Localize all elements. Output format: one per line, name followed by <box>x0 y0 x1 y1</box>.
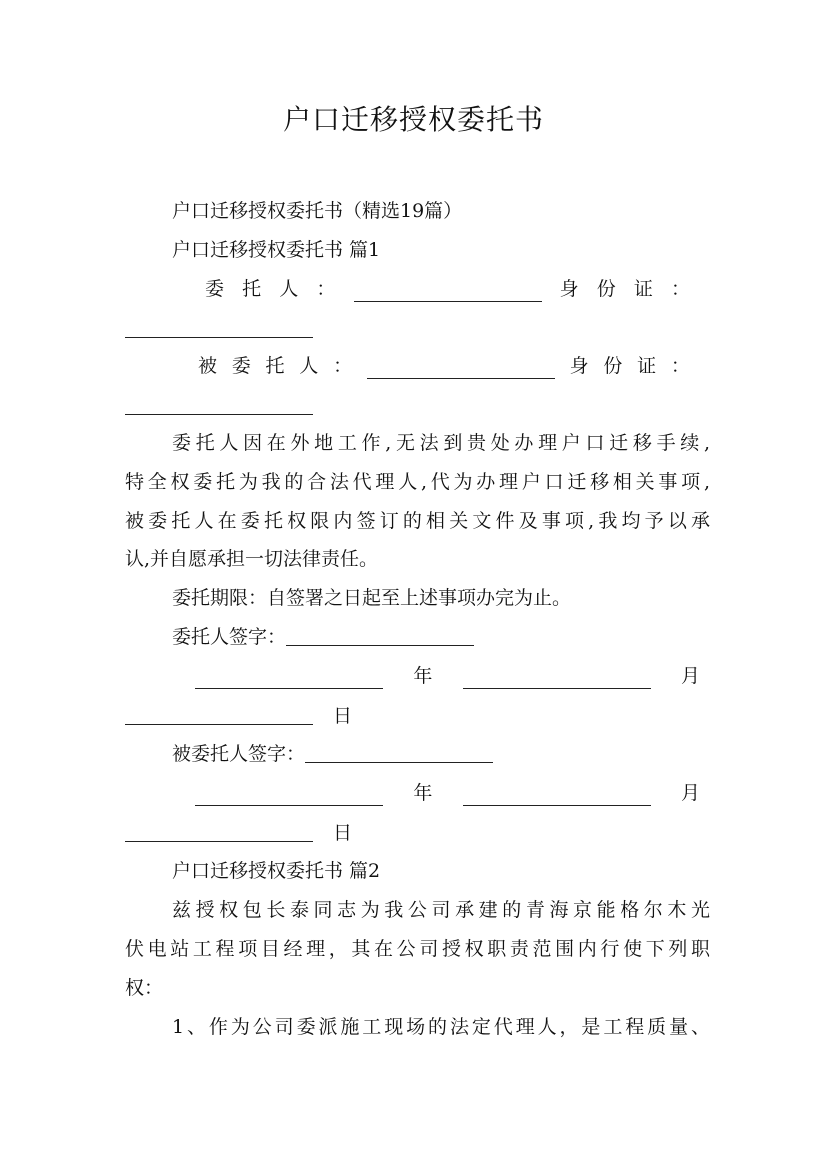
agent-label-char: ： <box>333 355 353 377</box>
principal-id-row <box>125 316 710 342</box>
agent-sign-label: 被委托人签字： <box>172 743 306 765</box>
id-label-char: ： <box>670 355 690 377</box>
agent-sign-row <box>125 741 757 767</box>
principal-row <box>205 276 690 302</box>
month-blank[interactable] <box>463 668 651 689</box>
agent-sign-blank[interactable] <box>305 742 493 763</box>
agent-label-char: 委 <box>231 355 251 377</box>
principal-label-char: 人 <box>279 278 299 300</box>
agent-name-blank[interactable] <box>367 358 555 379</box>
agent-id-row <box>125 393 710 419</box>
document-title: 户口迁移授权委托书 <box>282 103 544 136</box>
id-label-char: 证 <box>633 278 653 300</box>
section1-heading: 户口迁移授权委托书 篇1 <box>172 239 381 261</box>
year-label: 年 <box>413 665 433 687</box>
agent-id-blank[interactable] <box>125 394 313 415</box>
principal-label-char: 托 <box>242 278 262 300</box>
principal-label-char: 委 <box>205 278 225 300</box>
agent-label-char: 托 <box>265 355 285 377</box>
day-label: 日 <box>333 705 353 727</box>
day-blank[interactable] <box>125 821 313 842</box>
month-label: 月 <box>680 782 700 804</box>
principal-day-row <box>125 703 710 729</box>
agent-row <box>198 353 690 379</box>
principal-sign-label: 委托人签字： <box>172 626 287 648</box>
day-label: 日 <box>333 822 353 844</box>
principal-label-char: ： <box>316 278 336 300</box>
month-blank[interactable] <box>463 785 651 806</box>
principal-name-blank[interactable] <box>354 281 542 302</box>
term-line: 委托期限：自签署之日起至上述事项办完为止。 <box>172 587 572 609</box>
id-label-char: 身 <box>559 278 579 300</box>
year-blank[interactable] <box>195 785 383 806</box>
principal-sign-blank[interactable] <box>286 625 474 646</box>
id-label-char: 证 <box>637 355 657 377</box>
agent-label-char: 被 <box>198 355 218 377</box>
agent-day-row <box>125 820 710 846</box>
body-line: 权： <box>125 977 164 999</box>
body-line: 兹授权包长泰同志为我公司承建的青海京能格尔木光 <box>172 899 710 921</box>
principal-sign-row <box>125 624 757 650</box>
body-line: 认,并自愿承担一切法律责任。 <box>125 548 379 570</box>
agent-date-row <box>195 780 700 806</box>
body-line: 伏电站工程项目经理，其在公司授权职责范围内行使下列职 <box>125 938 710 960</box>
body-line: 特全权委托为我的合法代理人,代为办理户口迁移相关事项, <box>125 471 710 493</box>
id-label-char: ： <box>670 278 690 300</box>
principal-date-row <box>195 663 700 689</box>
item-1: 1、作为公司委派施工现场的法定代理人，是工程质量、 <box>172 1016 710 1038</box>
id-label-char: 身 <box>569 355 589 377</box>
year-label: 年 <box>413 782 433 804</box>
year-blank[interactable] <box>195 668 383 689</box>
section2-heading: 户口迁移授权委托书 篇2 <box>172 860 381 882</box>
agent-label-char: 人 <box>299 355 319 377</box>
body-line: 委托人因在外地工作,无法到贵处办理户口迁移手续, <box>172 432 710 454</box>
day-blank[interactable] <box>125 704 313 725</box>
month-label: 月 <box>680 665 700 687</box>
subtitle: 户口迁移授权委托书（精选19篇） <box>172 200 463 222</box>
id-label-char: 份 <box>603 355 623 377</box>
id-label-char: 份 <box>596 278 616 300</box>
body-line: 被委托人在委托权限内签订的相关文件及事项,我均予以承 <box>125 510 710 532</box>
principal-id-blank[interactable] <box>125 317 313 338</box>
